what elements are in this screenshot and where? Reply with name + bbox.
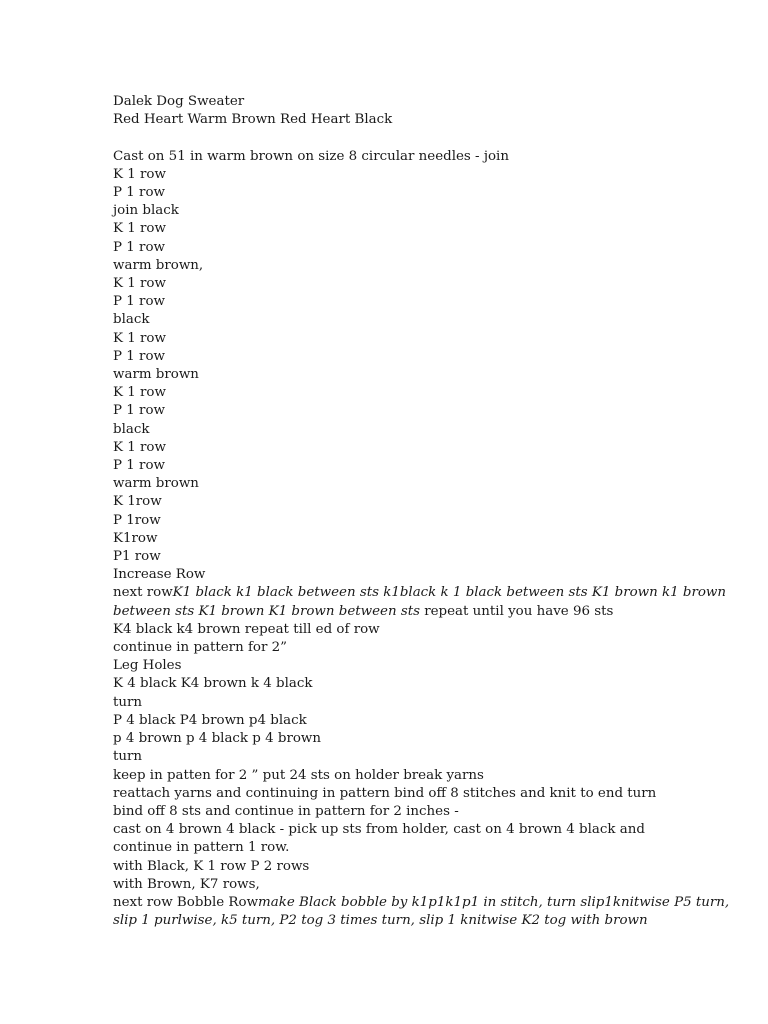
instruction-line: P 1 row bbox=[113, 294, 165, 310]
materials-line: Red Heart Warm Brown Red Heart Black bbox=[113, 112, 393, 128]
blank-line bbox=[113, 129, 753, 147]
instruction-line: P 1 row bbox=[113, 185, 165, 200]
document-page bbox=[113, 93, 753, 930]
instruction-line: P1 row bbox=[113, 549, 161, 565]
instruction-line: Increase Row bbox=[113, 567, 206, 583]
instruction-line: warm brown, bbox=[113, 257, 204, 273]
instruction-line: P 1 row bbox=[113, 239, 165, 255]
instruction-line: P 4 black P4 brown p4 black bbox=[113, 712, 307, 728]
instruction-line: K 1 row bbox=[113, 166, 166, 182]
instruction-line: P 1 row bbox=[113, 348, 165, 364]
instruction-list-continued bbox=[113, 621, 753, 894]
instruction-line: K 1 row bbox=[113, 276, 166, 292]
instruction-line: P 1row bbox=[113, 512, 161, 528]
instruction-line: turn bbox=[113, 749, 143, 765]
instruction-line: K4 black k4 brown repeat till ed of row bbox=[113, 621, 380, 637]
instruction-line: join black bbox=[113, 203, 179, 219]
instruction-line: warm brown bbox=[113, 476, 199, 492]
instruction-line: K 1 row bbox=[113, 221, 166, 237]
instruction-line: K1row bbox=[113, 530, 158, 546]
increase-next-suffix: repeat until you have 96 sts bbox=[419, 603, 614, 619]
instruction-line: K 1 row bbox=[113, 439, 166, 455]
instruction-line: P 1 row bbox=[113, 403, 165, 419]
instruction-list bbox=[113, 148, 753, 585]
bobble-next-italic: make Black bobble by k1p1k1p1 in stitch, turn slip1knitwise P5 turn, slip 1 purlwise, k5 turn, P2 tog 3 times turn, slip 1 knitwise K2 tog with brown bbox=[113, 894, 730, 929]
instruction-line: black bbox=[113, 421, 150, 437]
document-title: Dalek Dog Sweater bbox=[113, 94, 245, 109]
increase-next-row bbox=[113, 584, 753, 620]
bobble-next-prefix: next row Bobble Row bbox=[113, 894, 259, 910]
instruction-line: p 4 brown p 4 black p 4 brown bbox=[113, 731, 322, 747]
instruction-line: K 1 row bbox=[113, 385, 166, 401]
instruction-line: bind off 8 sts and continue in pattern for 2 inches - bbox=[113, 803, 459, 819]
bobble-next-row bbox=[113, 894, 753, 930]
instruction-line: P 1 row bbox=[113, 458, 165, 474]
instruction-line: K 1row bbox=[113, 494, 162, 510]
instruction-line: continue in pattern 1 row. bbox=[113, 840, 290, 856]
instruction-line: keep in patten for 2 ” put 24 sts on holder break yarns bbox=[113, 767, 484, 783]
instruction-line: warm brown bbox=[113, 367, 199, 383]
instruction-line: cast on 4 brown 4 black - pick up sts from holder, cast on 4 brown 4 black and bbox=[113, 822, 645, 838]
increase-next-italic: K1 black k1 black between sts k1black k 1 black between sts K1 brown k1 brown between sts K1 brown K1 brown between sts bbox=[113, 585, 727, 619]
instruction-line: turn bbox=[113, 694, 143, 710]
instruction-line: black bbox=[113, 312, 150, 328]
instruction-line: reattach yarns and continuing in pattern bind off 8 stitches and knit to end turn bbox=[113, 785, 657, 801]
instruction-line: continue in pattern for 2” bbox=[113, 640, 288, 656]
instruction-line: K 1 row bbox=[113, 330, 166, 346]
instruction-line: Leg Holes bbox=[113, 658, 182, 674]
instruction-line: Cast on 51 in warm brown on size 8 circular needles - join bbox=[113, 148, 509, 164]
instruction-line: with Black, K 1 row P 2 rows bbox=[113, 858, 310, 874]
instruction-line: K 4 black K4 brown k 4 black bbox=[113, 676, 313, 692]
increase-next-prefix: next row bbox=[113, 585, 173, 601]
instruction-line: with Brown, K7 rows, bbox=[113, 876, 260, 892]
